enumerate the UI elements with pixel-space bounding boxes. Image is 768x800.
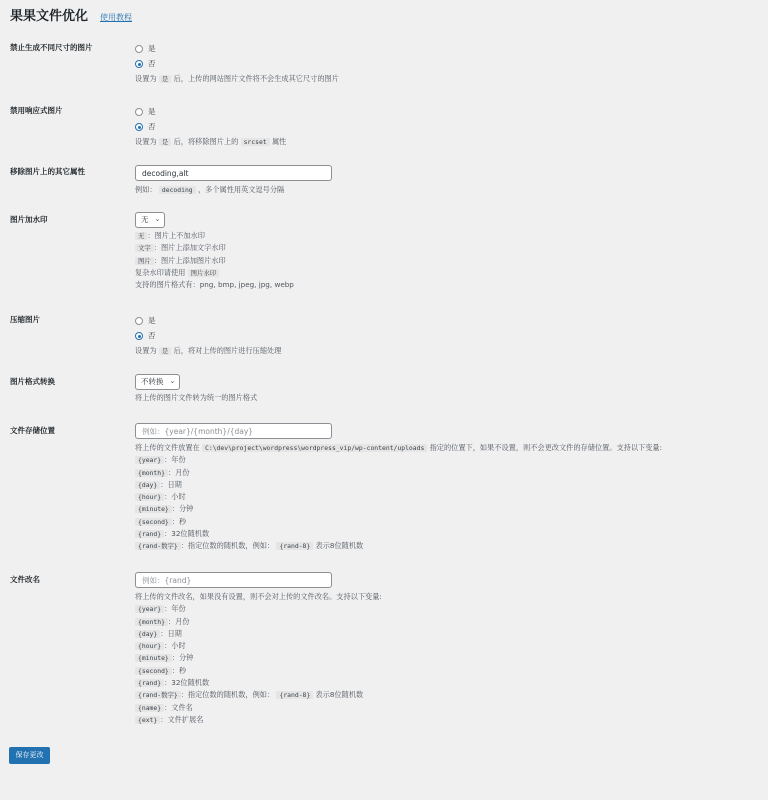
radio-label: 否 (148, 121, 156, 131)
variable-line: {day} ：日期 (135, 628, 768, 640)
variable-line: {month} ：月份 (135, 616, 768, 628)
variable-line: {minute} ：分钟 (135, 652, 768, 664)
variable-line: {minute} ：分钟 (135, 503, 768, 515)
attributes-input[interactable]: decoding,alt (135, 165, 332, 181)
variable-line: {name} ：文件名 (135, 702, 768, 714)
radio-no[interactable] (135, 58, 768, 70)
radio-button[interactable] (135, 108, 143, 116)
setting-label: 文件存储位置 (10, 426, 55, 435)
rename-description (135, 591, 768, 726)
radio-button[interactable] (135, 317, 143, 325)
storage-path-input[interactable]: 例如：{year}/{month}/{day} (135, 423, 332, 439)
radio-button-checked[interactable] (135, 332, 143, 340)
page-title: 果果文件优化 (10, 9, 89, 24)
radio-label: 是 (148, 315, 156, 325)
chevron-down-icon: ⌄ (169, 377, 176, 386)
variable-line: {hour} ：小时 (135, 640, 768, 652)
variable-line: {second} ：秒 (135, 516, 768, 528)
setting-label: 图片格式转换 (10, 377, 55, 386)
radio-no[interactable] (135, 121, 768, 133)
setting-description: 设置为 是 后，将移除图片上的 srcset 属性 (135, 137, 287, 146)
radio-yes[interactable] (135, 106, 768, 118)
setting-label: 图片加水印 (10, 215, 48, 224)
setting-label: 文件改名 (10, 575, 40, 584)
watermark-formats: 支持的图片格式有：png, bmp, jpeg, jpg, webp (135, 280, 294, 290)
variable-line-rand: {rand-数字} ：指定位数的随机数，例如： {rand-8} 表示8位随机数 (135, 540, 768, 552)
chevron-down-icon: ⌄ (154, 215, 161, 224)
radio-button-checked[interactable] (135, 123, 143, 131)
variable-line-rand: {rand-数字} ：指定位数的随机数，例如： {rand-8} 表示8位随机数 (135, 689, 768, 701)
radio-label: 否 (148, 330, 156, 340)
format-select[interactable]: 不转换 ⌄ (135, 374, 180, 390)
rename-intro: 将上传的文件改名，如果没有设置，则不会对上传的文件改名。支持以下变量: (135, 592, 382, 601)
variable-line: {day} ：日期 (135, 479, 768, 491)
variable-line: {second} ：秒 (135, 665, 768, 677)
radio-button-checked[interactable] (135, 60, 143, 68)
radio-yes[interactable] (135, 315, 768, 327)
variable-line: {hour} ：小时 (135, 491, 768, 503)
radio-button[interactable] (135, 45, 143, 53)
setting-description: 例如： decoding ，多个属性用英文逗号分隔 (135, 185, 285, 194)
variable-line: {rand} ：32位随机数 (135, 677, 768, 689)
setting-description: 设置为 是 后，将对上传的图片进行压缩处理 (135, 346, 282, 355)
storage-intro: 将上传的文件放置在 C:\dev\project\wordpress\wordpress_vip/wp-content/uploads 指定的位置下，如果不设置，则不会更改文件的存储位置。支持以下变量: (135, 443, 663, 452)
setting-description: 设置为 是 后，上传的网站图片文件将不会生成其它尺寸的图片 (135, 74, 339, 83)
watermark-complex-line: 复杂水印请使用 图片水印 (135, 267, 768, 279)
save-button[interactable]: 保存更改 (9, 747, 50, 764)
variable-line: {year} ：年份 (135, 454, 768, 466)
variable-line: {rand} ：32位随机数 (135, 528, 768, 540)
setting-label: 禁止生成不同尺寸的图片 (10, 43, 93, 52)
radio-no[interactable] (135, 330, 768, 342)
storage-description (135, 442, 768, 553)
setting-label: 禁用响应式图片 (10, 106, 63, 115)
radio-yes[interactable] (135, 43, 768, 55)
variable-line: {year} ：年份 (135, 603, 768, 615)
radio-label: 否 (148, 58, 156, 68)
watermark-option-line: 文字 ：图片上添加文字水印 (135, 242, 768, 254)
rename-input[interactable]: 例如：{rand} (135, 572, 332, 588)
radio-label: 是 (148, 106, 156, 116)
setting-description: 将上传的图片文件转为统一的图片格式 (135, 393, 258, 402)
watermark-description (135, 230, 768, 291)
variable-line: {ext} ：文件扩展名 (135, 714, 768, 726)
page-header (10, 8, 132, 28)
radio-label: 是 (148, 43, 156, 53)
watermark-select[interactable]: 无 ⌄ (135, 212, 165, 228)
setting-label: 压缩图片 (10, 315, 40, 324)
setting-label: 移除图片上的其它属性 (10, 167, 85, 176)
watermark-option-line: 无 ：图片上不加水印 (135, 230, 768, 242)
variable-line: {month} ：月份 (135, 467, 768, 479)
watermark-option-line: 图片 ：图片上添加图片水印 (135, 255, 768, 267)
help-link[interactable]: 使用教程 (100, 13, 133, 22)
